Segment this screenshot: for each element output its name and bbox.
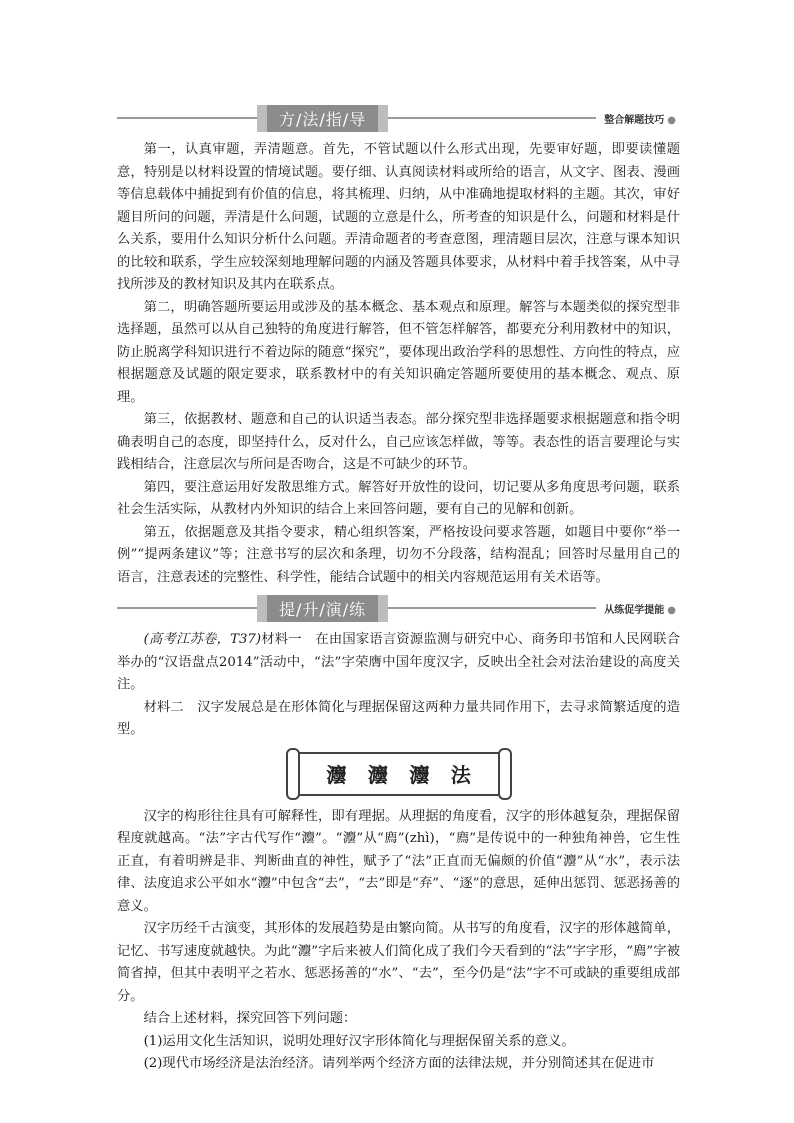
character-evolution-scroll [292, 752, 506, 796]
seal-character: 灋 [367, 763, 388, 787]
paragraph: 第五，依据题意及其指令要求，精心组织答案，严格按设问要求答题，如题目中要你“举一例”“提两条建议”等；注意书写的层次和条理，切勿不分段落，结构混乱；回答时尽量用自己的语言，注意表述的完整性、科学性，能结合试题中的相关内容规范运用有关术语等。 [117, 524, 680, 585]
section-banner-practice [117, 595, 680, 621]
question-2: (2)现代市场经济是法治经济。请列举两个经济方面的法律法规，并分别简述其在促进市 [143, 1056, 655, 1071]
material-one: (高考江苏卷，T37)材料一 在由国家语言资源监测与研究中心、商务印书馆和人民网联合举办的“汉语盘点2014”活动中，“法”字荣膺中国年度汉字，反映出全社会对法治建设的高度关注。 [117, 632, 680, 692]
question-source: (高考江苏卷，T37) [143, 632, 262, 647]
seal-character: 灋 [409, 763, 430, 787]
question-prompt: 结合上述材料，探究回答下列问题： [143, 1011, 357, 1026]
banner-title: 方/法/指/导 [257, 105, 388, 132]
method-text [117, 139, 680, 589]
banner-tag: 从练促学提能 ● [596, 601, 680, 616]
material-two: 材料二 汉字发展总是在形体简化与理据保留这两种力量共同作用下，去寻求简繁适度的造型。 [117, 699, 680, 737]
seal-character: 灋 [326, 763, 347, 787]
paragraph: 汉字历经千古演变，其形体的发展趋势是由繁向简。从书写的角度看，汉字的形体越简单，记忆、书写速度就越快。为此“灋”字后来被人们简化成了我们今天看到的“法”字字形，“廌”字被简省掉，但其中表明平之若水、惩恶扬善的“水”、“去”，至今仍是“法”字不可或缺的重要组成部分。 [117, 921, 680, 1004]
seal-character: 法 [450, 763, 471, 787]
paragraph: 第四，要注意运用好发散思维方式。解答好开放性的设问，切记要从多角度思考问题，联系社会生活实际，从教材内外知识的结合上来回答问题，要有自己的见解和创新。 [117, 479, 680, 517]
banner-title: 提/升/演/练 [257, 595, 388, 622]
section-banner-method [117, 105, 680, 131]
paragraph: 第三，依据教材、题意和自己的认识适当表态。部分探究型非选择题要求根据题意和指令明确表明自己的态度，即坚持什么，反对什么，自己应该怎样做，等等。表态性的语言要理论与实践相结合，注意层次与所问是否吻合，这是不可缺少的环节。 [117, 412, 680, 472]
paragraph: 汉字的构形往往具有可解释性，即有理据。从理据的角度看，汉字的形体越复杂，理据保留程度就越高。“法”字古代写作“灋”。“灋”从“廌”(zhì)，“廌”是传说中的一种独角神兽，它生性正直，有着明辨是非、判断曲直的神性，赋予了“法”正直而无偏颇的价值“灋”从“水”，表示法律、法度追求公平如水“灋”中包含“去”，“去”即是“弃”、“逐”的意思，延伸出惩罚、惩恶扬善的意义。 [117, 808, 680, 914]
page-content [117, 0, 680, 1076]
paragraph: 第一，认真审题，弄清题意。首先，不管试题以什么形式出现，先要审好题，即要读懂题意，特别是以材料设置的情境试题。要仔细、认真阅读材料或所给的语言，从文字、图表、漫画等信息载体中捕捉到有价值的信息，将其梳理、归纳，从中准确地提取材料的主题。其次，审好题目所问的问题，弄清是什么问题，试题的立意是什么，所考查的知识是什么，问题和材料是什么关系，要用什么知识分析什么问题。弄清命题者的考查意图，理清题目层次，注意与课本知识的比较和联系，学生应较深刻地理解问题的内涵及答题具体要求，从材料中着手找答案，从中寻找所涉及的教材知识及其内在联系点。 [117, 142, 680, 292]
banner-tag: 整合解题技巧 ● [596, 111, 680, 126]
question-1: (1)运用文化生活知识，说明处理好汉字形体简化与理据保留关系的意义。 [143, 1033, 575, 1049]
practice-text [117, 629, 680, 1076]
paragraph: 第二，明确答题所要运用或涉及的基本概念、基本观点和原理。解答与本题类似的探究型非选择题，虽然可以从自己独特的角度进行解答，但不管怎样解答，都要充分利用教材中的知识，防止脱离学科知识进行不着边际的随意“探究”，要体现出政治学科的思想性、方向性的特点，应根据题意及试题的限定要求，联系教材中的有关知识确定答题所要使用的基本概念、观点、原理。 [117, 299, 680, 405]
